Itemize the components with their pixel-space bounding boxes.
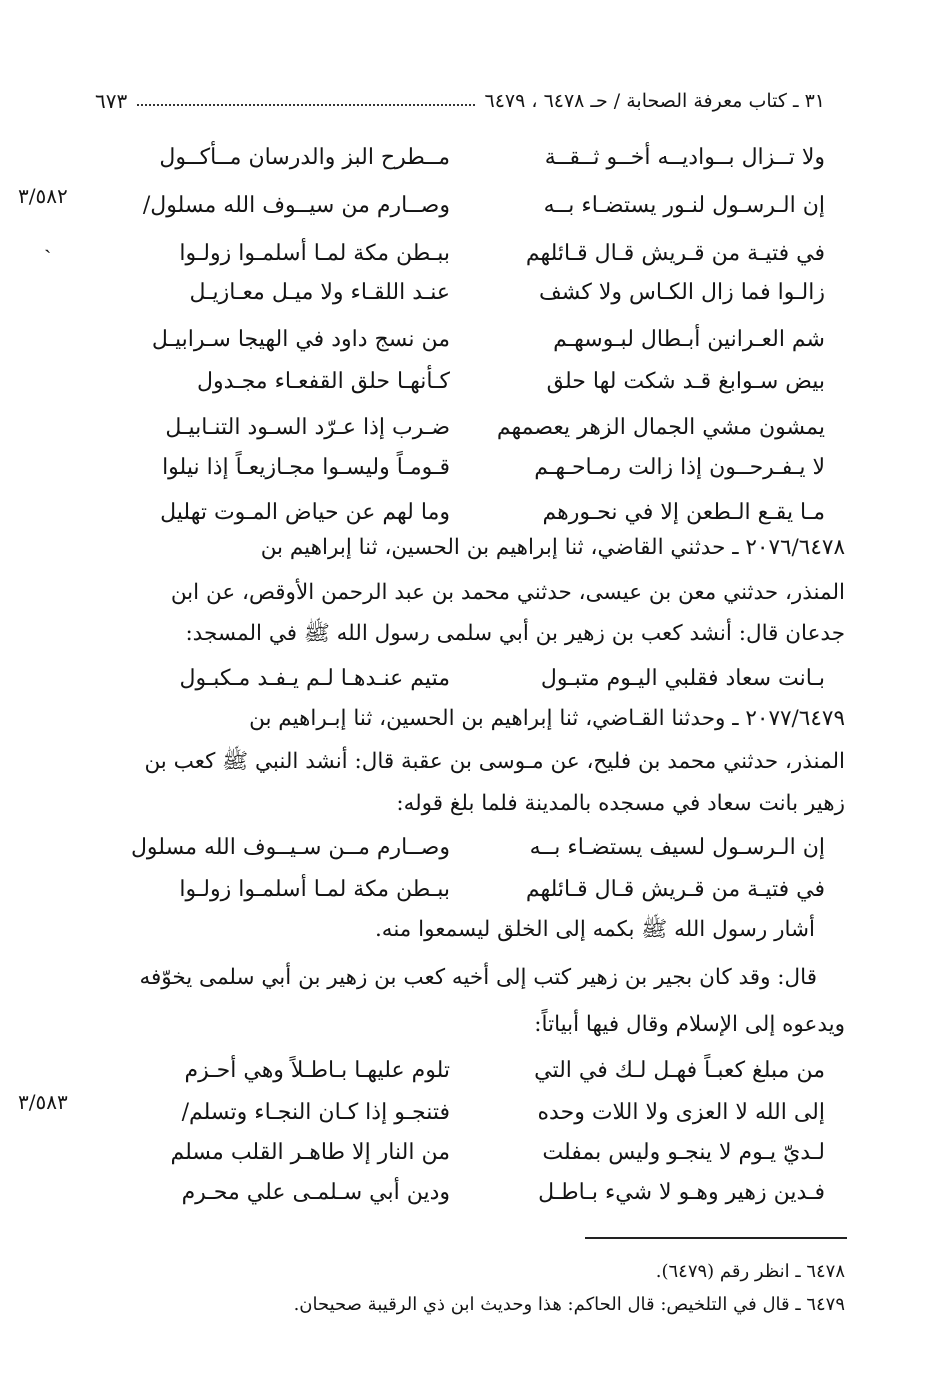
hadith-text: ـ وحدثنا القـاضي، ثنا إبراهيم بن الحسين، ثنا إبـراهيم بن [249,706,739,731]
verse-right: لـديّ يـوم لا ينجـو وليس بمفلت [542,1140,825,1165]
verse-left: فتنجـو إذا كـان النجـاء وتسلم/ [181,1100,450,1125]
running-title: ٣١ ـ كتاب معرفة الصحابة / حـ ٦٤٧٨ ، ٦٤٧٩ [484,90,825,112]
verse-left: وما لهم عن حياض المـوت تهليل [160,500,450,525]
verse-left: عنـد اللقـاء ولا ميـل معـازيـل [189,280,450,305]
hadith-6479-para-1: قال: وقد كان بجير بن زهير كتب إلى أخيه كعب بن زهير بن أبي سلمى يخوّفه [139,965,817,990]
verse-right: من مبلغ كعبـاً فهـل لـك في التي [534,1058,825,1083]
hadith-6478-line-3: جدعان قال: أنشد كعب بن زهير بن أبي سلمى رسول الله ﷺ في المسجد: [185,621,845,646]
verse-right: إلى الله لا العزى ولا اللات وحده [537,1100,825,1125]
footnote-6479: ٦٤٧٩ ـ قال في التلخيص: قال الحاكم: هذا وحديث ابن ذي الرقيبة صحيحان. [293,1294,845,1315]
page-header [95,84,825,118]
verse-left: ببـطن مكة لمـا أسلمـوا زولـوا [179,877,450,902]
hadith-text: ـ حدثني القاضي، ثنا إبراهيم بن الحسين، ثنا إبراهيم بن [260,535,739,560]
margin-volume-ref: ٣/٥٨٢ [18,184,68,208]
verse-left: من نسج داود في الهيجا سـرابيـل [151,327,450,352]
hadith-6479-after: أشار رسول الله ﷺ بكمه إلى الخلق ليسمعوا منه. [374,917,815,942]
verse-left: متيم عنـدهـا لـم يـفـد مـكبـول [179,666,450,691]
hadith-number: ٢٠٧٧/٦٤٧٩ [745,706,845,731]
verse-right: في فتيـة من قـريش قـال قـائلهم [525,241,825,266]
hadith-6478-line-2: المنذر، حدثني معن بن عيسى، حدثني محمد بن عبد الرحمن الأوقص، عن ابن [170,580,845,605]
verse-right: إن الـرسـول لسيف يستضـاء بــه [529,835,825,860]
verse-right: في فتيـة من قـريش قـال قـائلهم [525,877,825,902]
leader-dots [137,104,474,106]
footnote-separator [585,1237,847,1239]
margin-volume-ref: ٣/٥٨٣ [18,1090,68,1114]
hadith-6479-line-1 [249,699,845,739]
verse-right: يمشون مشي الجمال الزهر يعصمهم [496,415,825,440]
verse-right: شم العـرانين أبـطال لبـوسهـم [553,327,825,352]
hadith-6479-line-3: زهير بانت سعاد في مسجده بالمدينة فلما بلغ قوله: [396,791,845,816]
verse-right: بـانت سعاد فقلبي اليـوم متبـول [540,666,825,691]
hadith-6479-line-2: المنذر، حدثني محمد بن فليح، عن مـوسى بن عقبة قال: أنشد النبي ﷺ كعب بن [144,749,845,774]
hadith-number: ٢٠٧٦/٦٤٧٨ [745,535,845,560]
verse-right: زالـوا فما زال الكـاس ولا كشف [539,280,825,305]
verse-left: وصــارم مــن سـيــوف الله مسلول [130,835,450,860]
verse-left: وصــارم من سيــوف الله مسلول/ [142,193,450,218]
verse-left: كـأنهـا حلق القفعـاء مجـدول [196,369,450,394]
verse-right: ولا تــزال بــواديــه أخــو ثــقــة [544,145,825,170]
verse-right: مـا يقـع الـطعن إلا في نحـورهم [542,500,825,525]
hadith-6478-line-1 [261,528,845,568]
margin-mark: ˎ [44,229,52,254]
verse-left: تلوم عليهـا بـاطـلاً وهي أحـزم [184,1058,450,1083]
verse-left: ودين أبي سـلمـى علي محـرم [181,1180,450,1205]
verse-left: قـومـاً وليسـوا مجـازيعـاً إذا نيلوا [162,455,450,480]
verse-left: ضـرب إذا عـرّد السـود التنـابيـل [165,415,450,440]
verse-right: لا يـفـرحــون إذا زالت رمـاحـهـم [534,455,825,480]
verse-right: بيض سـوابغ قـد شكت لها حلق [546,369,825,394]
verse-right: فـدين زهير وهـو لا شيء بـاطـل [538,1180,825,1205]
verse-left: مــطرح البز والدرسان مــأكــول [159,145,450,170]
page-number: ٦٧٣ [95,89,128,113]
hadith-6479-para-2: ويدعوه إلى الإسلام وقال فيها أبياتاً: [534,1012,845,1037]
verse-left: من النار إلا طاهـر القلب مسلم [170,1140,450,1165]
verse-right: إن الـرسـول لنـور يستضـاء بــه [543,193,825,218]
verse-left: ببـطن مكة لمـا أسلمـوا زولـوا [179,241,450,266]
footnote-6478: ٦٤٧٨ ـ انظر رقم (٦٤٧٩). [655,1261,845,1282]
